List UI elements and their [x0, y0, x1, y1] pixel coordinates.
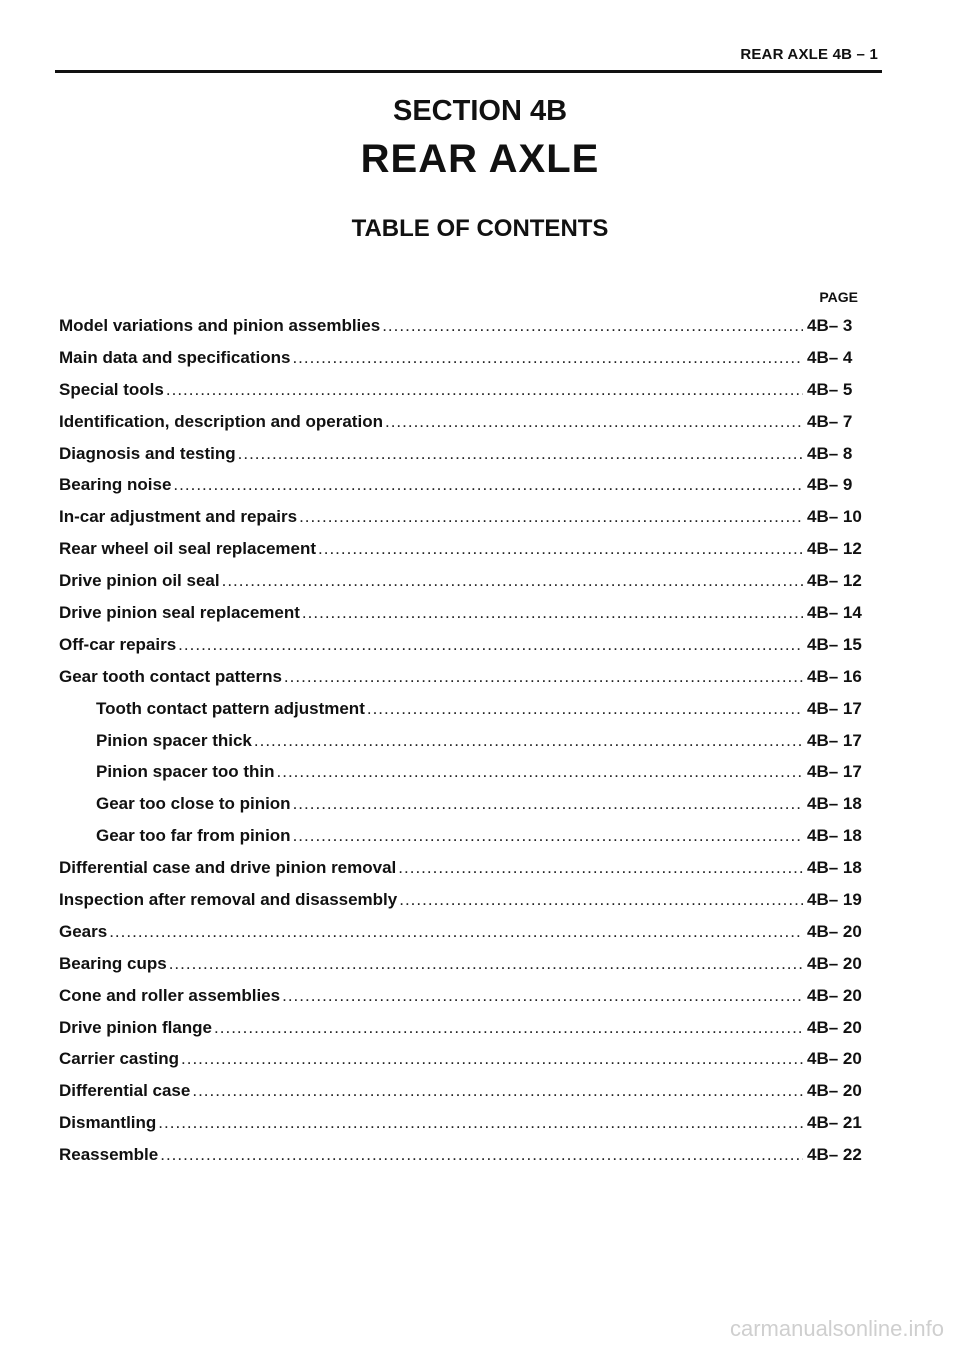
toc-entry[interactable] — [59, 667, 879, 699]
toc-entry[interactable] — [59, 1049, 879, 1081]
toc-entry-label: Drive pinion seal replacement — [59, 603, 300, 623]
toc-entry-label: Pinion spacer too thin — [96, 762, 275, 782]
toc-entry[interactable] — [59, 475, 879, 507]
toc-entry[interactable] — [59, 858, 879, 890]
dot-leader — [254, 731, 803, 751]
toc-entry-label: Cone and roller assemblies — [59, 985, 281, 1005]
toc-entry-label: Differential case — [59, 1081, 191, 1101]
toc-entry-label: Differential case and drive pinion removal — [59, 858, 397, 878]
toc-entry-label: Gears — [59, 921, 108, 941]
toc-entry-page: 4B– 17 — [807, 698, 862, 718]
toc-entry-label: Main data and specifications — [59, 347, 291, 367]
toc-entry-page: 4B– 20 — [807, 1049, 862, 1069]
toc-entry-page: 4B– 12 — [807, 571, 862, 591]
dot-leader — [181, 1049, 803, 1069]
toc-entry[interactable] — [59, 826, 879, 858]
toc-title: TABLE OF CONTENTS — [351, 215, 609, 242]
toc-entry[interactable] — [59, 954, 879, 986]
toc-entry[interactable] — [59, 444, 879, 476]
toc-entry[interactable] — [59, 571, 879, 603]
toc-entry-page: 4B– 21 — [807, 1113, 862, 1133]
dot-leader — [367, 699, 803, 719]
dot-leader — [292, 348, 803, 368]
toc-entry-page: 4B– 20 — [807, 953, 862, 973]
toc-entry-label: Diagnosis and testing — [59, 443, 236, 463]
toc-entry[interactable] — [59, 794, 879, 826]
toc-entry-page: 4B– 20 — [807, 1081, 862, 1101]
toc-entry-label: Special tools — [59, 379, 164, 399]
toc-entry-page: 4B– 3 — [807, 316, 853, 335]
dot-leader — [222, 571, 803, 591]
watermark: carmanualsonline.info — [729, 1316, 944, 1341]
toc-entry[interactable] — [59, 1081, 879, 1113]
toc-entry-page: 4B– 12 — [807, 539, 862, 559]
toc-entry[interactable] — [59, 348, 879, 380]
toc-entry[interactable] — [59, 603, 879, 635]
dot-leader — [282, 986, 803, 1006]
dot-leader — [385, 412, 803, 432]
toc-entry-page: 4B– 17 — [807, 730, 862, 750]
toc-entry[interactable] — [59, 699, 879, 731]
toc-entry[interactable] — [59, 316, 879, 348]
toc-entry-page: 4B– 14 — [807, 603, 862, 623]
toc-entry[interactable] — [59, 1145, 879, 1177]
dot-leader — [293, 826, 803, 846]
toc-entry-page: 4B– 10 — [807, 507, 862, 527]
toc-entry[interactable] — [59, 539, 879, 571]
dot-leader — [192, 1081, 803, 1101]
toc-entry-page: 4B– 20 — [807, 921, 862, 941]
dot-leader — [277, 762, 803, 782]
toc-entry-label: Gear tooth contact patterns — [59, 666, 282, 686]
dot-leader — [318, 539, 803, 559]
toc-entry-page: 4B– 18 — [807, 858, 862, 878]
toc-entry-page: 4B– 7 — [807, 411, 853, 431]
toc-entry-page: 4B– 4 — [807, 347, 853, 367]
toc-entry-label: Bearing noise — [59, 475, 172, 495]
section-title: SECTION 4B — [392, 95, 568, 127]
toc-entry-page: 4B– 15 — [807, 634, 862, 654]
toc-entry-page: 4B– 20 — [807, 985, 862, 1005]
toc-entry-label: Reassemble — [59, 1145, 159, 1165]
toc-entry-page: 4B– 18 — [807, 794, 862, 814]
dot-leader — [214, 1018, 803, 1038]
dot-leader — [238, 444, 803, 464]
toc-entry[interactable] — [59, 762, 879, 794]
toc-entry-label: In-car adjustment and repairs — [59, 507, 298, 527]
dot-leader — [109, 922, 803, 942]
toc-entry-label: Gear too close to pinion — [96, 794, 291, 814]
toc-entry[interactable] — [59, 1113, 879, 1145]
dot-leader — [302, 603, 803, 623]
dot-leader — [299, 507, 803, 527]
toc-entry-label: Bearing cups — [59, 953, 167, 973]
toc-entry[interactable] — [59, 986, 879, 1018]
dot-leader — [382, 316, 803, 336]
running-header: REAR AXLE 4B – 1 — [740, 46, 878, 63]
main-title: REAR AXLE — [360, 137, 600, 181]
toc-entry-page: 4B– 22 — [807, 1145, 862, 1165]
toc-entry-page: 4B– 18 — [807, 826, 862, 846]
toc-entry-label: Pinion spacer thick — [96, 730, 252, 750]
toc-entry-label: Dismantling — [59, 1113, 157, 1133]
dot-leader — [166, 380, 803, 400]
dot-leader — [160, 1145, 803, 1165]
toc-entry[interactable] — [59, 890, 879, 922]
header-rule — [55, 70, 882, 73]
toc-entry[interactable] — [59, 1018, 879, 1050]
toc-entry-label: Drive pinion flange — [59, 1017, 213, 1037]
toc-entry-label: Drive pinion oil seal — [59, 571, 220, 591]
toc-entry-label: Tooth contact pattern adjustment — [96, 698, 365, 718]
table-of-contents — [59, 316, 879, 1177]
toc-entry-label: Identification, description and operation — [59, 411, 383, 431]
dot-leader — [178, 635, 803, 655]
toc-entry-page: 4B– 16 — [807, 666, 862, 686]
toc-entry-page: 4B– 8 — [807, 443, 853, 463]
toc-entry-page: 4B– 5 — [807, 379, 853, 399]
toc-entry-label: Rear wheel oil seal replacement — [59, 539, 317, 559]
dot-leader — [169, 954, 803, 974]
toc-entry-label: Model variations and pinion assemblies — [59, 316, 381, 335]
toc-entry[interactable] — [59, 635, 879, 667]
dot-leader — [284, 667, 803, 687]
page-column-header: PAGE — [819, 289, 858, 305]
dot-leader — [158, 1113, 803, 1133]
toc-entry-label: Carrier casting — [59, 1049, 179, 1069]
dot-leader — [399, 890, 803, 910]
toc-entry-page: 4B– 20 — [807, 1017, 862, 1037]
toc-entry-label: Inspection after removal and disassembly — [59, 890, 398, 910]
toc-entry-page: 4B– 19 — [807, 890, 862, 910]
toc-entry[interactable] — [59, 412, 879, 444]
toc-entry[interactable] — [59, 731, 879, 763]
toc-entry-label: Off-car repairs — [59, 634, 177, 654]
toc-entry[interactable] — [59, 380, 879, 412]
toc-entry-label: Gear too far from pinion — [96, 826, 291, 846]
toc-entry[interactable] — [59, 922, 879, 954]
dot-leader — [173, 475, 803, 495]
toc-entry-page: 4B– 17 — [807, 762, 862, 782]
dot-leader — [398, 858, 803, 878]
toc-entry-page: 4B– 9 — [807, 475, 853, 495]
toc-entry[interactable] — [59, 507, 879, 539]
dot-leader — [293, 794, 803, 814]
